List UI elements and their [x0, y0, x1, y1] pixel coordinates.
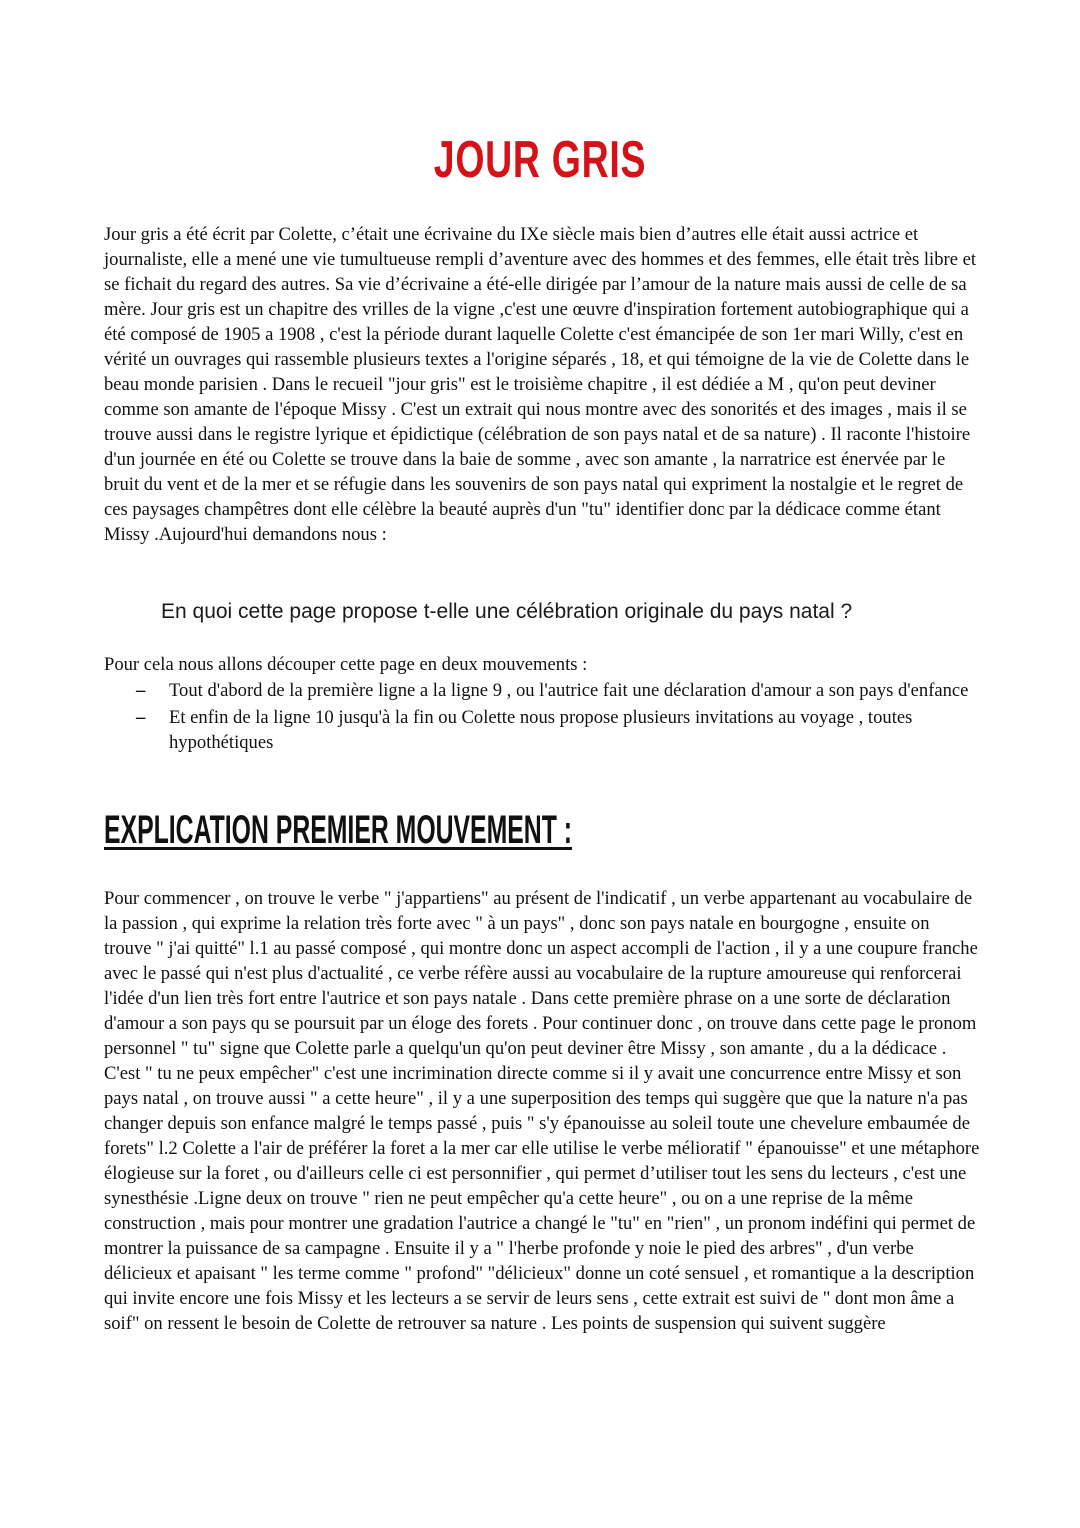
dash-bullet: – — [136, 680, 146, 701]
section-heading: EXPLICATION PREMIER MOUVEMENT : — [104, 808, 573, 852]
plan-item-text: Et enfin de la ligne 10 jusqu'à la fin ou Colette nous propose plusieurs invitations au voyage , toutes hypothétiques — [169, 707, 913, 753]
list-item — [104, 678, 980, 703]
dash-bullet: – — [136, 707, 146, 728]
page-title: JOUR GRIS — [433, 131, 647, 189]
plan-list — [104, 678, 980, 757]
problematique: En quoi cette page propose t-elle une célébration originale du pays natal ? — [161, 600, 853, 623]
body-paragraph: Pour commencer , on trouve le verbe " j'appartiens" au présent de l'indicatif , un verbe appartenant au vocabulaire de la passion , qui exprime la relation très forte avec " à un pays" , donc son pays natale en bourgogne , ensuite on trouve " j'ai quitté" l.1 au passé composé , qui montre donc un aspect accompli de l'action , il y a une coupure franche avec le passé qui n'est plus d'actualité , ce verbe réfère aussi au vocabulaire de la rupture amoureuse qui renforcerai l'idée d'un lien très fort entre l'autrice et son pays natale . Dans cette première phrase on a une sorte de déclaration d'amour a son pays qu se poursuit par un éloge des forets . Pour continuer donc , on trouve dans cette page le pronom personnel " tu" signe que Colette parle a quelqu'un qu'on peut deviner être Missy , son amante , du a la dédicace . C'est " tu ne peux empêcher" c'est une incrimination directe comme si il y avait une concurrence entre Missy et son pays natal , on trouve aussi " a cette heure" , il y a une superposition des temps qui suggère que que la nature n'a pas changer depuis son enfance malgré le temps passé , puis " s'y épanouisse au soleil toute une chevelure embaumée de forets" l.2 Colette a l'air de préférer la foret a la mer car elle utilise le verbe mélioratif " épanouisse" et une métaphore élogieuse sur la foret , ou d'ailleurs celle ci est personnifier , qui permet d’utiliser tout les sens du lecteurs , c'est une synesthésie .Ligne deux on trouve " rien ne peut empêcher qu'a cette heure" , ou on a une reprise de la même construction , mais pour montrer une gradation l'autrice a changé le "tu" en "rien" , un pronom indéfini qui permet de montrer la puissance de sa campagne . Ensuite il y a " l'herbe profonde y noie le pied des arbres" , d'un verbe délicieux et apaisant " les terme comme " profond" "délicieux" donne un coté sensuel , et romantique a la description qui invite encore une fois Missy et les lecteurs a se servir de leurs sens , cette extrait est suivi de " dont mon âme a soif" on ressent le besoin de Colette de retrouver sa nature . Les points de suspension qui suivent suggère — [104, 888, 980, 1334]
intro-paragraph: Jour gris a été écrit par Colette, c’était une écrivaine du IXe siècle mais bien d’autres elle était aussi actrice et journaliste, elle a mené une vie tumultueuse rempli d’aventure avec des hommes et des femmes, elle était très libre et se fichait du regard des autres. Sa vie d’écrivaine a été-elle dirigée par l’amour de la nature mais aussi de celle de sa mère. Jour gris est un chapitre des vrilles de la vigne ,c'est une œuvre d'inspiration fortement autobiographique qui a été composé de 1905 a 1908 , c'est la période durant laquelle Colette c'est émancipée de son 1er mari Willy, c'est en vérité un ouvrages qui rassemble plusieurs textes a l'origine séparés , 18, et qui témoigne de la vie de Colette dans le beau monde parisien . Dans le recueil "jour gris" est le troisième chapitre , il est dédiée a M , qu'on peut deviner comme son amante de l'époque Missy . C'est un extrait qui nous montre avec des sonorités et des images , mais il se trouve aussi dans le registre lyrique et épidictique (célébration de son pays natal et de sa nature) . Il raconte l'histoire d'un journée en été ou Colette se trouve dans la baie de somme , avec son amante , la narratrice est énervée par le bruit du vent et de la mer et se réfugie dans les souvenirs de son pays natal qui expriment la nostalgie et le regret de ces paysages champêtres dont elle célèbre la beauté auprès d'un "tu" identifier donc par la dédicace comme étant Missy .Aujourd'hui demandons nous : — [104, 224, 977, 545]
plan-item-text: Tout d'abord de la première ligne a la ligne 9 , ou l'autrice fait une déclaration d'amour a son pays d'enfance — [169, 680, 969, 701]
list-item — [104, 705, 980, 755]
plan-intro: Pour cela nous allons découper cette page en deux mouvements : — [104, 654, 588, 675]
